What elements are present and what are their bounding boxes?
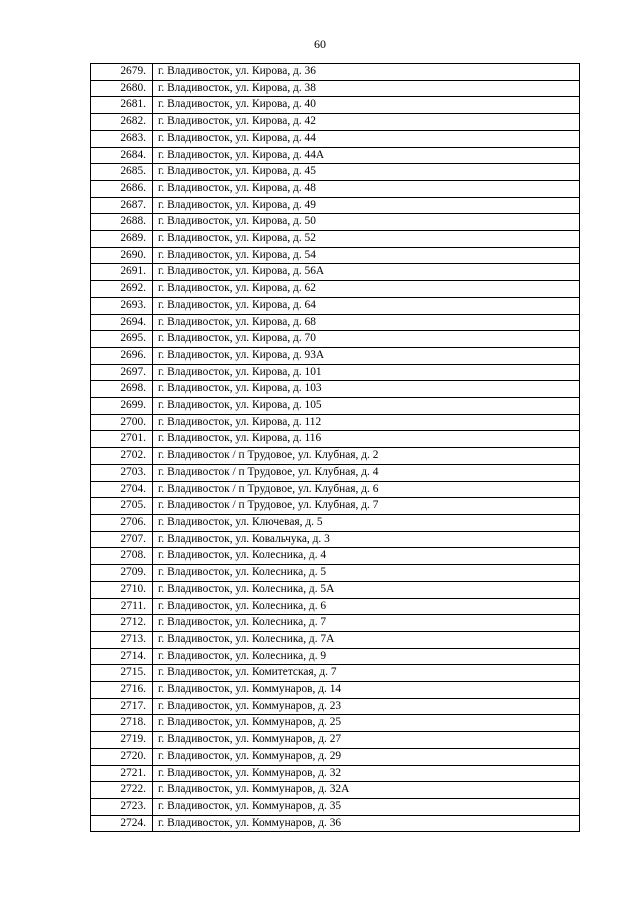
row-number-cell: 2723. — [91, 798, 153, 815]
address-cell: г. Владивосток / п Трудовое, ул. Клубная, д. 2 — [153, 448, 580, 465]
table-row — [91, 798, 580, 815]
table-row — [91, 782, 580, 799]
address-cell: г. Владивосток, ул. Коммунаров, д. 25 — [153, 715, 580, 732]
table-row — [91, 498, 580, 515]
address-cell: г. Владивосток / п Трудовое, ул. Клубная, д. 6 — [153, 481, 580, 498]
row-number-cell: 2708. — [91, 548, 153, 565]
address-cell: г. Владивосток, ул. Кирова, д. 64 — [153, 297, 580, 314]
address-cell: г. Владивосток, ул. Ключевая, д. 5 — [153, 514, 580, 531]
table-row — [91, 147, 580, 164]
address-cell: г. Владивосток, ул. Коммунаров, д. 29 — [153, 748, 580, 765]
row-number-cell: 2683. — [91, 130, 153, 147]
address-cell: г. Владивосток, ул. Кирова, д. 50 — [153, 214, 580, 231]
address-cell: г. Владивосток, ул. Ковальчука, д. 3 — [153, 531, 580, 548]
table-row — [91, 247, 580, 264]
table-row — [91, 815, 580, 832]
table-row — [91, 531, 580, 548]
table-row — [91, 364, 580, 381]
table-row — [91, 448, 580, 465]
table-row — [91, 598, 580, 615]
address-cell: г. Владивосток, ул. Кирова, д. 44А — [153, 147, 580, 164]
row-number-cell: 2706. — [91, 514, 153, 531]
table-row — [91, 615, 580, 632]
table-row — [91, 648, 580, 665]
row-number-cell: 2709. — [91, 565, 153, 582]
address-cell: г. Владивосток, ул. Кирова, д. 56А — [153, 264, 580, 281]
table-row — [91, 130, 580, 147]
table-row — [91, 281, 580, 298]
table-row — [91, 464, 580, 481]
address-cell: г. Владивосток, ул. Коммунаров, д. 36 — [153, 815, 580, 832]
row-number-cell: 2710. — [91, 581, 153, 598]
table-row — [91, 231, 580, 248]
table-row — [91, 164, 580, 181]
table-row — [91, 347, 580, 364]
row-number-cell: 2716. — [91, 682, 153, 699]
table-row — [91, 682, 580, 699]
table-row — [91, 732, 580, 749]
address-cell: г. Владивосток, ул. Коммунаров, д. 32А — [153, 782, 580, 799]
table-row — [91, 97, 580, 114]
address-cell: г. Владивосток, ул. Кирова, д. 62 — [153, 281, 580, 298]
address-cell: г. Владивосток / п Трудовое, ул. Клубная, д. 7 — [153, 498, 580, 515]
address-cell: г. Владивосток, ул. Колесника, д. 7 — [153, 615, 580, 632]
address-cell: г. Владивосток, ул. Кирова, д. 52 — [153, 231, 580, 248]
row-number-cell: 2711. — [91, 598, 153, 615]
row-number-cell: 2679. — [91, 64, 153, 81]
address-cell: г. Владивосток, ул. Кирова, д. 101 — [153, 364, 580, 381]
row-number-cell: 2707. — [91, 531, 153, 548]
row-number-cell: 2705. — [91, 498, 153, 515]
row-number-cell: 2689. — [91, 231, 153, 248]
table-row — [91, 698, 580, 715]
row-number-cell: 2700. — [91, 414, 153, 431]
address-cell: г. Владивосток, ул. Коммунаров, д. 23 — [153, 698, 580, 715]
table-row — [91, 297, 580, 314]
address-cell: г. Владивосток, ул. Колесника, д. 9 — [153, 648, 580, 665]
address-cell: г. Владивосток, ул. Кирова, д. 68 — [153, 314, 580, 331]
address-cell: г. Владивосток, ул. Кирова, д. 93А — [153, 347, 580, 364]
table-row — [91, 64, 580, 81]
table-row — [91, 431, 580, 448]
table-row — [91, 715, 580, 732]
address-cell: г. Владивосток, ул. Колесника, д. 7А — [153, 631, 580, 648]
address-cell: г. Владивосток, ул. Кирова, д. 44 — [153, 130, 580, 147]
row-number-cell: 2680. — [91, 80, 153, 97]
row-number-cell: 2695. — [91, 331, 153, 348]
address-cell: г. Владивосток, ул. Комитетская, д. 7 — [153, 665, 580, 682]
row-number-cell: 2691. — [91, 264, 153, 281]
address-cell: г. Владивосток, ул. Кирова, д. 112 — [153, 414, 580, 431]
row-number-cell: 2699. — [91, 398, 153, 415]
table-row — [91, 548, 580, 565]
table-row — [91, 80, 580, 97]
table-row — [91, 197, 580, 214]
address-cell: г. Владивосток, ул. Кирова, д. 40 — [153, 97, 580, 114]
table-row — [91, 381, 580, 398]
table-row — [91, 514, 580, 531]
address-cell: г. Владивосток, ул. Коммунаров, д. 27 — [153, 732, 580, 749]
table-row — [91, 748, 580, 765]
row-number-cell: 2721. — [91, 765, 153, 782]
table-row — [91, 581, 580, 598]
row-number-cell: 2718. — [91, 715, 153, 732]
row-number-cell: 2690. — [91, 247, 153, 264]
row-number-cell: 2693. — [91, 297, 153, 314]
table-row — [91, 114, 580, 131]
table-row — [91, 631, 580, 648]
address-cell: г. Владивосток, ул. Колесника, д. 5 — [153, 565, 580, 582]
address-cell: г. Владивосток, ул. Кирова, д. 116 — [153, 431, 580, 448]
table-row — [91, 665, 580, 682]
table-row — [91, 398, 580, 415]
address-cell: г. Владивосток, ул. Кирова, д. 42 — [153, 114, 580, 131]
address-cell: г. Владивосток, ул. Кирова, д. 36 — [153, 64, 580, 81]
row-number-cell: 2702. — [91, 448, 153, 465]
address-cell: г. Владивосток, ул. Кирова, д. 103 — [153, 381, 580, 398]
row-number-cell: 2701. — [91, 431, 153, 448]
row-number-cell: 2717. — [91, 698, 153, 715]
address-cell: г. Владивосток, ул. Кирова, д. 49 — [153, 197, 580, 214]
row-number-cell: 2720. — [91, 748, 153, 765]
address-table — [90, 63, 580, 832]
row-number-cell: 2685. — [91, 164, 153, 181]
table-row — [91, 314, 580, 331]
table-row — [91, 264, 580, 281]
row-number-cell: 2714. — [91, 648, 153, 665]
table-row — [91, 414, 580, 431]
row-number-cell: 2696. — [91, 347, 153, 364]
row-number-cell: 2713. — [91, 631, 153, 648]
address-cell: г. Владивосток / п Трудовое, ул. Клубная, д. 4 — [153, 464, 580, 481]
address-cell: г. Владивосток, ул. Колесника, д. 4 — [153, 548, 580, 565]
row-number-cell: 2703. — [91, 464, 153, 481]
table-row — [91, 565, 580, 582]
row-number-cell: 2712. — [91, 615, 153, 632]
address-cell: г. Владивосток, ул. Коммунаров, д. 35 — [153, 798, 580, 815]
row-number-cell: 2686. — [91, 180, 153, 197]
row-number-cell: 2687. — [91, 197, 153, 214]
row-number-cell: 2715. — [91, 665, 153, 682]
address-cell: г. Владивосток, ул. Коммунаров, д. 14 — [153, 682, 580, 699]
table-row — [91, 214, 580, 231]
address-cell: г. Владивосток, ул. Колесника, д. 5А — [153, 581, 580, 598]
row-number-cell: 2681. — [91, 97, 153, 114]
address-cell: г. Владивосток, ул. Кирова, д. 70 — [153, 331, 580, 348]
address-cell: г. Владивосток, ул. Кирова, д. 105 — [153, 398, 580, 415]
address-cell: г. Владивосток, ул. Кирова, д. 45 — [153, 164, 580, 181]
page-number: 60 — [314, 37, 326, 51]
row-number-cell: 2684. — [91, 147, 153, 164]
row-number-cell: 2692. — [91, 281, 153, 298]
table-row — [91, 180, 580, 197]
address-cell: г. Владивосток, ул. Кирова, д. 38 — [153, 80, 580, 97]
table-row — [91, 765, 580, 782]
row-number-cell: 2694. — [91, 314, 153, 331]
address-cell: г. Владивосток, ул. Коммунаров, д. 32 — [153, 765, 580, 782]
address-cell: г. Владивосток, ул. Кирова, д. 48 — [153, 180, 580, 197]
table-row — [91, 481, 580, 498]
row-number-cell: 2698. — [91, 381, 153, 398]
address-table-body — [91, 64, 580, 832]
row-number-cell: 2697. — [91, 364, 153, 381]
row-number-cell: 2682. — [91, 114, 153, 131]
row-number-cell: 2688. — [91, 214, 153, 231]
address-cell: г. Владивосток, ул. Колесника, д. 6 — [153, 598, 580, 615]
row-number-cell: 2724. — [91, 815, 153, 832]
row-number-cell: 2719. — [91, 732, 153, 749]
table-row — [91, 331, 580, 348]
row-number-cell: 2722. — [91, 782, 153, 799]
row-number-cell: 2704. — [91, 481, 153, 498]
address-cell: г. Владивосток, ул. Кирова, д. 54 — [153, 247, 580, 264]
